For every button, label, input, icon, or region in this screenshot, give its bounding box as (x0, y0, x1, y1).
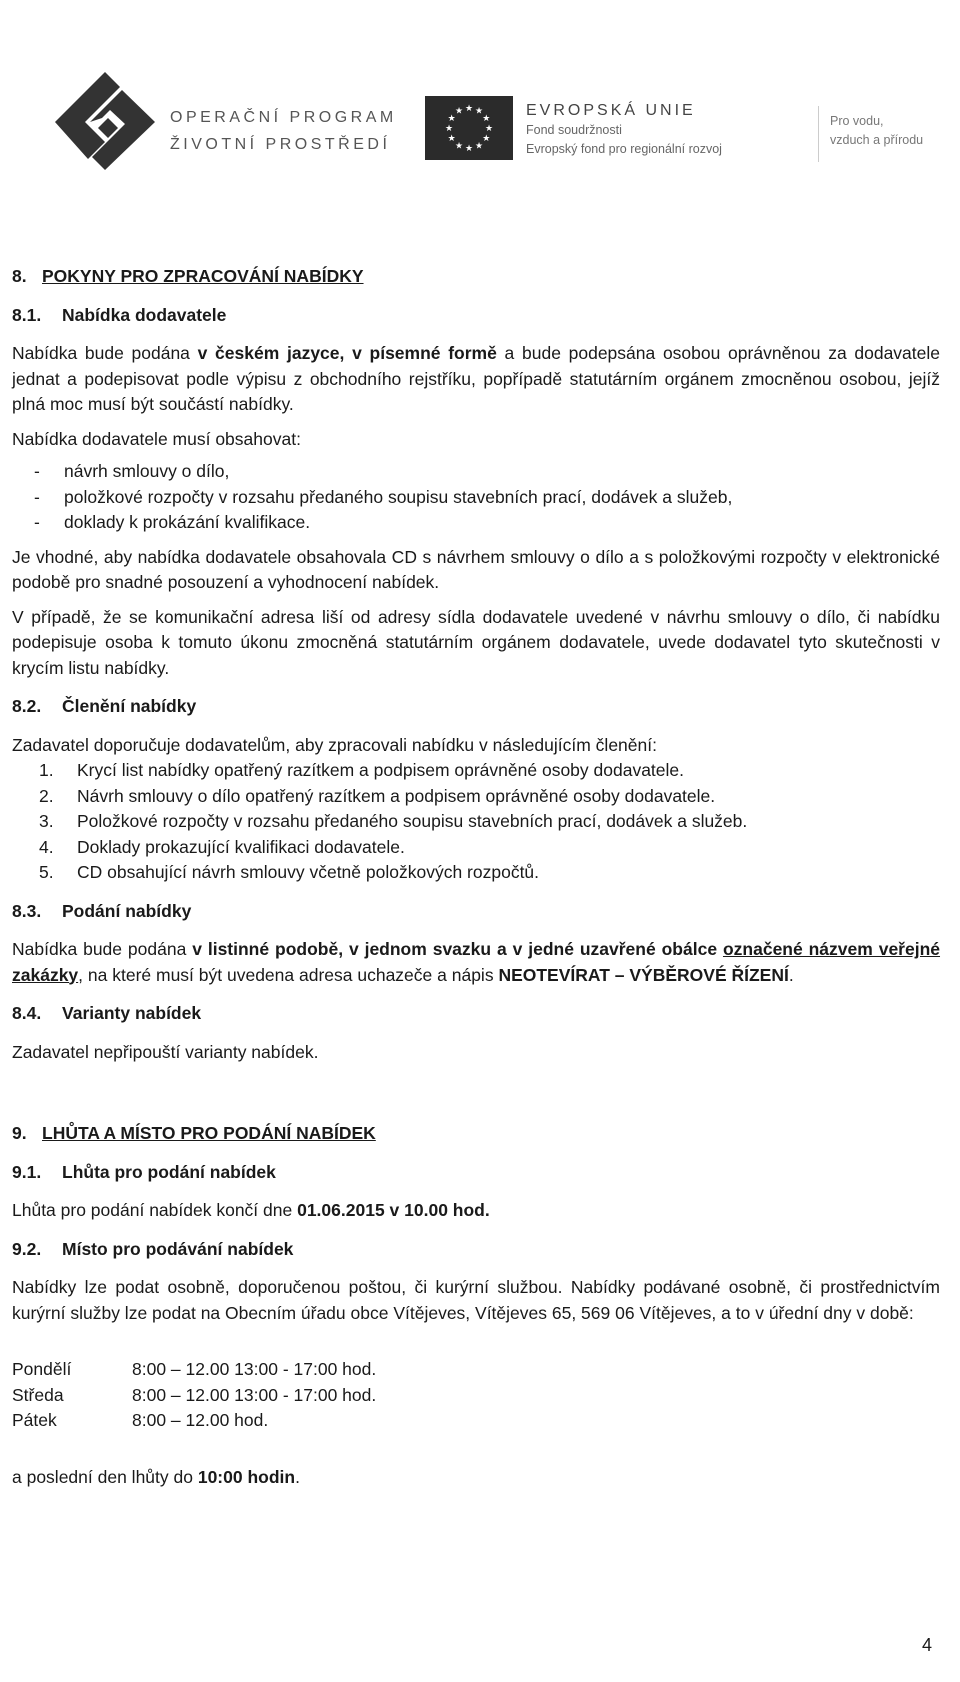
section-9-2-heading (12, 1237, 940, 1263)
section-title: LHŮTA A MÍSTO PRO PODÁNÍ NABÍDEK (42, 1123, 376, 1143)
text-run: a poslední den lhůty do (12, 1466, 198, 1487)
eu-flag-icon (425, 96, 513, 160)
eu-title: EVROPSKÁ UNIE (526, 102, 696, 119)
bold-run: v listinné podobě, v jednom svazku a v jedné uzavřené obálce (192, 939, 718, 959)
section-9-heading (12, 1121, 940, 1147)
page-number: 4 (921, 1635, 932, 1655)
paragraph-offer-contents: Nabídka dodavatele musí obsahovat: (12, 428, 301, 449)
program-line-1: OPERAČNÍ PROGRAM (170, 109, 397, 126)
motto-line-1: Pro vodu, (830, 114, 884, 128)
paragraph-variants: Zadavatel nepřipouští varianty nabídek. (12, 1041, 319, 1062)
hours-row (12, 1408, 940, 1434)
paragraph-structure-intro: Zadavatel doporučuje dodavatelům, aby zpracovali nabídku v následujícím členění: (12, 734, 657, 755)
subsection-title: Nabídka dodavatele (62, 304, 227, 325)
eu-fund-1: Fond soudržnosti (526, 123, 622, 137)
list-item (12, 758, 940, 784)
subsection-title: Místo pro podávání nabídek (62, 1238, 294, 1259)
subsection-number: 8.3. (12, 900, 42, 921)
hours-time: 8:00 – 12.00 13:00 - 17:00 hod. (132, 1384, 377, 1405)
section-8-1-heading (12, 303, 940, 329)
eu-star-icon: ★ (474, 140, 484, 151)
list-item: - doklady k prokázání kvalifikace. (34, 510, 940, 536)
text-run: Lhůta pro podání nabídek končí dne (12, 1200, 298, 1220)
text-run: . (295, 1466, 300, 1487)
hours-row (12, 1383, 940, 1409)
document-content (12, 264, 940, 1490)
hours-time: 8:00 – 12.00 hod. (132, 1410, 269, 1430)
list-item (12, 860, 940, 886)
list-number: 3. (39, 811, 54, 831)
motto-line-2: vzduch a přírodu (830, 133, 924, 147)
eu-star-icon: ★ (444, 123, 454, 133)
subsection-title: Členění nabídky (62, 696, 197, 716)
subsection-title: Podání nabídky (62, 900, 192, 921)
section-8-4-heading (12, 1001, 940, 1027)
eu-star-icon: ★ (454, 140, 464, 151)
eu-star-icon: ★ (484, 123, 494, 133)
section-title: POKYNY PRO ZPRACOVÁNÍ NABÍDKY (42, 266, 364, 286)
op-zp-logo-icon (50, 70, 160, 170)
eu-star-icon: ★ (447, 133, 456, 143)
eu-star-icon: ★ (454, 105, 464, 116)
subsection-number: 9.2. (12, 1238, 42, 1259)
list-text: CD obsahující návrh smlouvy včetně položkových rozpočtů. (77, 862, 540, 882)
eu-fund-2: Evropský fond pro regionální rozvoj (526, 142, 722, 156)
list-number: 5. (39, 862, 54, 882)
list-item: - návrh smlouvy o dílo, (34, 459, 940, 485)
header-divider (818, 106, 819, 162)
paragraph-offer-language (12, 341, 940, 418)
list-text: Krycí list nabídky opatřený razítkem a podpisem oprávněné osoby dodavatele. (77, 760, 685, 780)
paragraph-place: Nabídky lze podat osobně, doporučenou poštou, či kurýrní službou. Nabídky podávané osobně, či prostřednictvím kurýrní služby lze podat na Obecním úřadu obce Vítějeves, Vítějeves 65, 569 06 Vítějeves, a to v úřední dny v době: (12, 1277, 940, 1323)
eu-star-icon: ★ (482, 113, 491, 123)
subsection-number: 8.2. (12, 696, 42, 716)
paragraph-submission (12, 937, 940, 988)
section-9-1-heading (12, 1160, 940, 1186)
eu-star-icon: ★ (447, 113, 456, 123)
subsection-number: 8.4. (12, 1003, 42, 1023)
list-text: Položkové rozpočty v rozsahu předaného soupisu stavebních prací, dodávek a služeb. (77, 811, 748, 831)
eu-star-icon: ★ (482, 133, 491, 143)
paragraph-last-day (12, 1465, 940, 1491)
subsection-title: Varianty nabídek (62, 1003, 202, 1023)
list-number: 4. (39, 836, 54, 857)
eu-star-icon: ★ (464, 103, 474, 113)
subsection-number: 9.1. (12, 1161, 42, 1182)
section-8-heading (12, 264, 940, 290)
hours-day: Středa (12, 1384, 64, 1405)
bold-run: 01.06.2015 v 10.00 hod. (297, 1200, 490, 1220)
bold-run: NEOTEVÍRAT – VÝBĚROVÉ ŘÍZENÍ (498, 964, 789, 985)
section-8-2-heading (12, 694, 940, 720)
hours-row (12, 1357, 940, 1383)
section-number: 8. (12, 266, 27, 286)
list-item: - položkové rozpočty v rozsahu předaného soupisu stavebních prací, dodávek a služeb, (34, 485, 940, 511)
office-hours (12, 1357, 940, 1434)
program-line-2: ŽIVOTNÍ PROSTŘEDÍ (170, 136, 391, 153)
hours-day: Pátek (12, 1410, 57, 1430)
list-number: 1. (39, 760, 54, 780)
text-run: Nabídka bude podána (12, 343, 198, 363)
text-run: . (788, 964, 794, 985)
section-number: 9. (12, 1123, 27, 1143)
text-run: , na které musí být uvedena adresa uchazeče a nápis (78, 964, 499, 985)
text-run: a bude podepsána osobou oprávněnou za dodavatele jednat a podepisovat podle výpisu z obchodního rejstříku, popřípadě statutárním orgánem zmocněnou osobou, jejíž plná moc musí být součástí nabídky. (12, 343, 941, 414)
paragraph-address: V případě, že se komunikační adresa liší od adresy sídla dodavatele uvedené v návrhu smlouvy o dílo, či nabídku podepisuje osoba k tomuto úkonu zmocněná statutárním orgánem dodavatele, uvede dodavatel tyto skutečnosti v krycím listu nabídky. (12, 606, 940, 678)
list-item (12, 809, 940, 835)
paragraph-deadline (12, 1198, 940, 1224)
eu-star-icon: ★ (474, 105, 484, 116)
section-8-3-heading (12, 899, 940, 925)
page-header (40, 64, 940, 184)
hours-day: Pondělí (12, 1359, 72, 1379)
bold-run: v českém jazyce, v písemné formě (197, 343, 497, 363)
list-text: Návrh smlouvy o dílo opatřený razítkem a podpisem oprávněné osoby dodavatele. (77, 785, 716, 806)
offer-contents-list (12, 459, 940, 536)
list-item (12, 835, 940, 861)
program-name (170, 104, 397, 158)
subsection-number: 8.1. (12, 304, 42, 325)
subsection-title: Lhůta pro podání nabídek (62, 1161, 276, 1182)
eu-funding-text (526, 100, 722, 159)
motto (830, 112, 923, 150)
bold-underlined-run: označené názvem veřejné zakázky (12, 939, 941, 985)
list-item (12, 784, 940, 810)
text-run: Nabídka bude podána (12, 939, 193, 959)
paragraph-cd: Je vhodné, aby nabídka dodavatele obsahovala CD s návrhem smlouvy o dílo a s položkovými rozpočty v elektronické podobě pro snadné posouzení a vyhodnocení nabídek. (12, 546, 940, 592)
offer-structure-list (12, 758, 940, 886)
eu-star-icon: ★ (464, 143, 474, 153)
hours-time: 8:00 – 12.00 13:00 - 17:00 hod. (132, 1359, 377, 1379)
bold-run: 10:00 hodin (197, 1466, 296, 1487)
list-text: Doklady prokazující kvalifikaci dodavatele. (77, 836, 405, 857)
list-number: 2. (39, 785, 54, 806)
